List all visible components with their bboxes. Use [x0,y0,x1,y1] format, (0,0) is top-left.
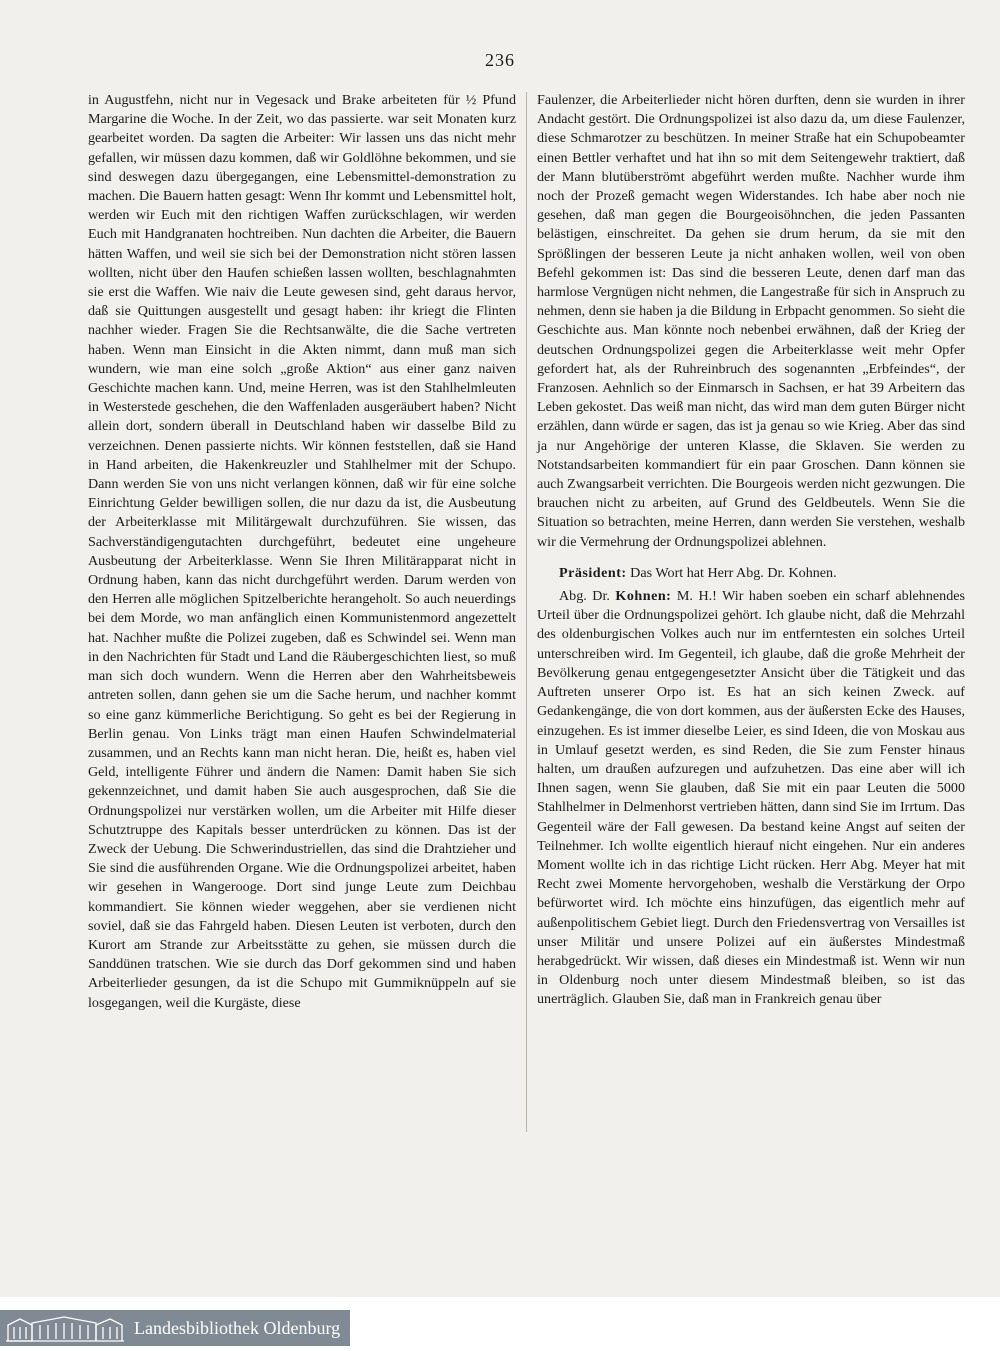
president-statement [537,564,965,583]
library-building-icon [6,1313,124,1343]
speaker-name: Kohnen: [615,588,672,605]
left-text-column [88,91,516,1013]
speaker-prefix: Abg. Dr. [559,588,610,605]
right-paragraph-1: Faulenzer, die Arbeiterlieder nicht hören durften, denn sie wurden in ihrer Andacht gestört. Die Ordnungspolizei ist also dazu da, um diese Faulenzer, diese Schmarotzer zu beschützen. In meiner Straße hat ein Schupobeamter einen Bettler verhaftet und hat ihn so mit dem Seitengewehr traktiert, daß der Mann blutüberströmt abgeführt werden mußte. Nachher wurde ihm noch der Prozeß gemacht wegen Widerstandes. Ich habe aber noch nie gesehen, daß man gegen die Bourgeoisöhnchen, die jeden Passanten belästigen, einschreitet. Da gehen sie drum herum, da sie mit den Sprößlingen der besseren Leute ja nicht anhaken wollen, weil von oben Befehl gekommen ist: Das sind die besseren Leute, denen darf man das harmlose Vergnügen nicht nehmen, die Langestraße für sich in Anspruch zu nehmen, denn sie haben ja die Bildung in Erbpacht genommen. So sieht die Geschichte aus. Man könnte noch nebenbei erwähnen, daß der Krieg der deutschen Ordnungspolizei gegen die Arbeiterklasse weit mehr Opfer gefordert hat, als der Ruhreinbruch des sogenannten „Erbfeindes“, der Franzosen. Aehnlich so der Einmarsch in Sachsen, er hat 39 Arbeitern das Leben gekostet. Das weiß man nicht, das wird man dem guten Bürger nicht erzählen, dann würde er sagen, das ist ja genau so wie Krieg. Aber das sind ja nur Angehörige der unteren Klasse, die Sklaven. Sie werden zu Notstandsarbeiten kommandiert für ein paar Groschen. Dann können sie auch Zwangsarbeit verrichten. Die Bourgeois werden nicht gezwungen. Die brauchen nicht zu arbeiten, auf Grund des Geldbeutels. Wenn Sie die Situation so betrachten, meine Herren, dann werden Sie verstehen, weshalb wir die Vermehrung der Ordnungspolizei ablehnen. [537,92,965,550]
speaker-statement [537,587,965,1009]
speaker-text: M. H.! Wir haben soeben ein scharf ablehnendes Urteil über die Ordnungspolizei gehört. Ich glaube nicht, daß die Mehrzahl des oldenburgischen Volkes auch nur im entferntesten ein solches Urteil unterschreiben wird. Im Gegenteil, ich glaube, daß die große Mehrheit der Bevölkerung genau entgegengesetzter Ansicht über die Tätigkeit und das Auftreten unserer Orpo ist. Es hat an sich keinen Zweck. auf Gedankengänge, die von dort kommen, aus der äußersten Ecke des Hauses, einzugehen. Es ist immer dieselbe Leier, es sind Ideen, die von Moskau aus in Umlauf gesetzt werden, es sind Reden, die Sie zum Fenster hinaus halten, um draußen aufzuregen und aufzuhetzen. Das eine aber will ich Ihnen sagen, wenn Sie glauben, daß Sie mit ein paar Leuten die 5000 Stahlhelmer in Delmenhorst vertrieben hätten, dann sind Sie im Irrtum. Das Gegenteil wäre der Fall gewesen. Da bestand keine Angst auf seiten der Teilnehmer. Ich wollte eigentlich hierauf nicht eingehen. Nur ein anderes Moment wollte ich in das richtige Licht rücken. Herr Abg. Meyer hat mit Recht zwei Momente hervorgehoben, weshalb die Verstärkung der Orpo befürwortet wird. Ich möchte eins hinzufügen, das eigentlich mehr auf außenpolitischem Gebiet liegt. Durch den Friedensvertrag von Versailles ist unser Militär und unsere Polizei auf ein äußerstes Mindestmaß herabgedrückt. Wir wissen, daß dieses ein Mindestmaß ist. Wenn wir nun in Oldenburg noch unter diesem Mindestmaß bleiben, so ist das unerträglich. Glauben Sie, daß man in Frankreich genau über [537,588,965,1008]
left-paragraph: in Augustfehn, nicht nur in Vegesack und Brake arbeiteten für ½ Pfund Margarine die Woche. In der Zeit, wo das passierte. war seit Monaten kurz gearbeitet worden. Da sagten die Arbeiter: Wir lassen uns das nicht mehr gefallen, wir müssen dazu kommen, daß wir Goldlöhne bekommen, und sie sind deswegen dazu übergegangen, eine Lebensmittel-demonstration zu machen. Die Bauern hatten gesagt: Wenn Ihr kommt und Lebensmittel holt, werden wir Euch mit den richtigen Waffen zurückschlagen, wir werden Euch mit Handgranaten hochtreiben. Nun dachten die Arbeiter, die Bauern hätten Waffen, und weil sie sich bei der Demonstration nicht stören lassen wollten, nicht über den Haufen schießen lassen wollten, beschlagnahmten sie erst die Waffen. Wie naiv die Leute gewesen sind, geht daraus hervor, daß sie Quittungen ausgestellt und gesagt haben: ihr kriegt die Flinten nachher wieder. Fragen Sie die Rechtsanwälte, die die Sache vertreten haben. Wenn man Einsicht in die Akten nimmt, dann muß man sich wundern, wie man eine solch „große Aktion“ aus einer ganz naiven Geschichte machen kann. Und, meine Herren, was ist den Stahlhelmleuten in Westerstede geschehen, die den Waffenladen ausgeräubert haben? Nicht allein dort, sondern überall in Deutschland haben wir dasselbe Bild zu verzeichnen. Denen passierte nichts. Wir können feststellen, daß sie Hand in Hand arbeiten, die Hakenkreuzler und Stahlhelmer mit der Schupo. Dann werden Sie von uns nicht verlangen können, daß wir für eine solche Einrichtung Gelder bewilligen sollen, die nur dazu da ist, die Ausbeutung der Arbeiterklasse mit Militärgewalt durchzuführen. Sie wissen, das Sachverständigengutachten durchgeführt, bedeutet eine ungeheure Ausbeutung der Arbeiterklasse. Wenn Sie Ihren Militärapparat nicht in Ordnung haben, kann das nicht durchgeführt werden. Darum werden von den Herren alle möglichen Spitzelberichte herangeholt. So auch neuerdings bei dem Morde, wo man anfänglich einen Kommunistenmord angezettelt hat. Nachher mußte die Polizei zugeben, daß es Schwindel sei. Wenn man in den Nachrichten für Stadt und Land die Räubergeschichten liest, so muß man sich doch wundern. Wenn die Herren aber den Wahrheitsbeweis antreten sollen, dann gehen sie um die Sache herum, und nachher kommt so eine ganz kümmerliche Berichtigung. So geht es bei der Regierung in Berlin genau. Von Links trägt man einen Haufen Schwindelmaterial zusammen, und an Rechts kann man nicht heran. Die, heißt es, haben viel Geld, intelligente Führer und ändern die Namen: Damit haben Sie sich gekennzeichnet, und damit haben Sie auch ausgesprochen, daß Sie die Ordnungspolizei nur verstärken wollen, um die Arbeiter mit Hilfe dieser Schutztruppe des Kapitals besser unterdrücken zu können. Das ist der Zweck der Uebung. Die Schwerindustriellen, das sind die Drahtzieher und Sie sind die ausführenden Organe. Wie die Ordnungspolizei arbeitet, haben wir gesehen in Wangerooge. Dort sind junge Leute zum Deichbau kommandiert. Sie können wieder weggehen, aber sie verdienen nicht soviel, daß sie das Fahrgeld haben. Diesen Leuten ist verboten, durch den Kurort am Strande zur Arbeitsstätte zu gehen, sie müssen durch die Sanddünen tratschen. Wie sie durch das Dorf gekommen sind und haben Arbeiterlieder gesungen, da ist die Schupo mit Gummiknüppeln auf sie losgegangen, weil die Kurgäste, diese [88,92,516,1011]
page-number: 236 [485,50,515,70]
footer-logo-band[interactable] [0,1310,350,1346]
right-text-column [537,91,965,1010]
president-text: Das Wort hat Herr Abg. Dr. Kohnen. [630,564,837,581]
column-divider [526,92,527,1132]
president-label: Präsident: [559,564,627,581]
footer-label: Landesbibliothek Oldenburg [134,1317,341,1338]
